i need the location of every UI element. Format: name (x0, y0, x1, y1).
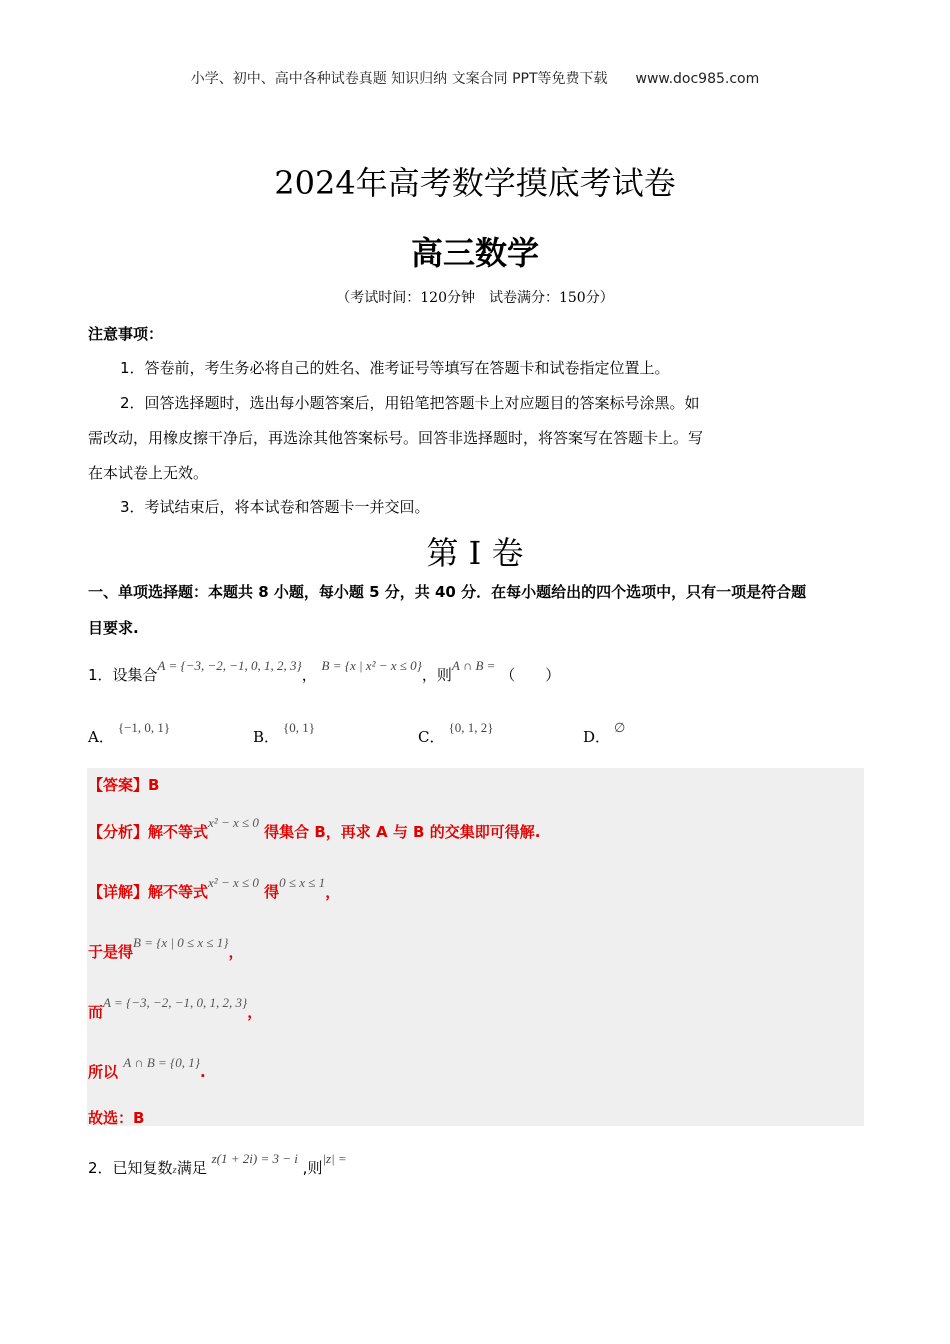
header-site-link[interactable]: www.doc985.com (635, 71, 760, 87)
notice-item-3: 3．考试结束后，将本试卷和答题卡一并交回。 (120, 498, 430, 516)
exam-subtitle: 高三数学 (410, 234, 539, 272)
volume-heading: 第 I 卷 (426, 534, 524, 572)
question-1 (88, 658, 561, 685)
q2-expr: |z| = (322, 1151, 347, 1166)
option-value: {0, 1, 2} (448, 720, 494, 735)
option-label: B． (253, 728, 280, 746)
q1-set-b: B = {x | x² − x ≤ 0} (321, 658, 422, 673)
solution-conclusion: 故选：B (88, 1109, 145, 1127)
solution-answer (88, 774, 159, 795)
analysis-label: 【分析】 (88, 823, 149, 841)
q1-option-d[interactable] (583, 720, 626, 747)
exam-info: （考试时间：120分钟 试卷满分：150分） (336, 290, 614, 306)
q1-comma: ， (301, 666, 317, 684)
detail-math-2: 0 ≤ x ≤ 1 (279, 875, 326, 890)
q1-option-a[interactable] (88, 720, 171, 747)
q2-equation: z(1 + 2i) = 3 − i (211, 1151, 298, 1166)
q1-prefix: 1．设集合 (88, 666, 158, 684)
detail-text-2: 得 (264, 883, 280, 901)
option-value: {0, 1} (283, 720, 316, 735)
notice-item-2-line-3: 在本试卷上无效。 (88, 464, 209, 482)
solution-line-4 (88, 995, 263, 1022)
header-text: 小学、初中、高中各种试卷真题 知识归纳 文案合同 PPT等免费下载 (190, 71, 608, 87)
solution-detail (88, 875, 341, 902)
line5-end: . (199, 1063, 206, 1081)
solution-analysis (88, 815, 541, 842)
detail-text-1: 解不等式 (148, 883, 209, 901)
line5-text: 所以 (88, 1063, 119, 1081)
option-value: ∅ (614, 720, 626, 735)
q1-paren: （ ） (500, 666, 561, 684)
line5-math: A ∩ B = {0, 1} (123, 1055, 200, 1070)
line4-math: A = {−3, −2, −1, 0, 1, 2, 3} (103, 995, 248, 1010)
line4-comma: ， (247, 1003, 263, 1021)
section-heading-line-2: 目要求. (88, 619, 139, 637)
page-header (0, 68, 950, 88)
line3-math: B = {x | 0 ≤ x ≤ 1} (133, 935, 229, 950)
q1-expr: A ∩ B = (451, 658, 496, 673)
q1-option-c[interactable] (418, 720, 494, 747)
option-label: A． (88, 728, 114, 746)
q2-text-2: 满足 (176, 1159, 207, 1177)
option-label: C． (418, 728, 445, 746)
option-label: D． (583, 728, 611, 746)
analysis-text-1: 解不等式 (148, 823, 209, 841)
notice-item-1: 1．答卷前，考生务必将自己的姓名、准考证号等填写在答题卡和试卷指定位置上。 (120, 359, 670, 377)
line4-text: 而 (88, 1003, 104, 1021)
detail-label: 【详解】 (88, 883, 149, 901)
line3-text: 于是得 (88, 943, 134, 961)
q2-prefix: 2．已知复数 (88, 1159, 173, 1177)
notice-heading: 注意事项： (88, 325, 164, 343)
analysis-math: x² − x ≤ 0 (208, 815, 259, 830)
solution-line-5 (88, 1055, 206, 1082)
answer-label: 【答案】 (88, 776, 149, 794)
notice-item-2-line-2: 需改动，用橡皮擦干净后，再选涂其他答案标号。回答非选择题时，将答案写在答题卡上。写 (88, 429, 704, 447)
question-2 (88, 1151, 347, 1178)
detail-comma: ， (325, 883, 341, 901)
q1-then: ，则 (421, 666, 452, 684)
q2-text-3: ,则 (302, 1159, 323, 1177)
exam-title: 2024年高考数学摸底考试卷 (274, 164, 676, 202)
solution-line-3 (88, 935, 244, 962)
answer-value: B (148, 776, 160, 794)
notice-item-2-line-1: 2．回答选择题时，选出每小题答案后，用铅笔把答题卡上对应题目的答案标号涂黑。如 (120, 394, 700, 412)
q1-option-b[interactable] (253, 720, 316, 747)
option-value: {−1, 0, 1} (117, 720, 171, 735)
q2-var: z (172, 1164, 177, 1176)
section-heading-line-1: 一、单项选择题：本题共 8 小题，每小题 5 分，共 40 分．在每小题给出的四个选项中，只有一项是符合题 (88, 583, 807, 601)
line3-comma: ， (228, 943, 244, 961)
q1-set-a: A = {−3, −2, −1, 0, 1, 2, 3} (157, 658, 302, 673)
detail-math-1: x² − x ≤ 0 (208, 875, 259, 890)
analysis-text-2: 得集合 B，再求 A 与 B 的交集即可得解. (264, 823, 541, 841)
